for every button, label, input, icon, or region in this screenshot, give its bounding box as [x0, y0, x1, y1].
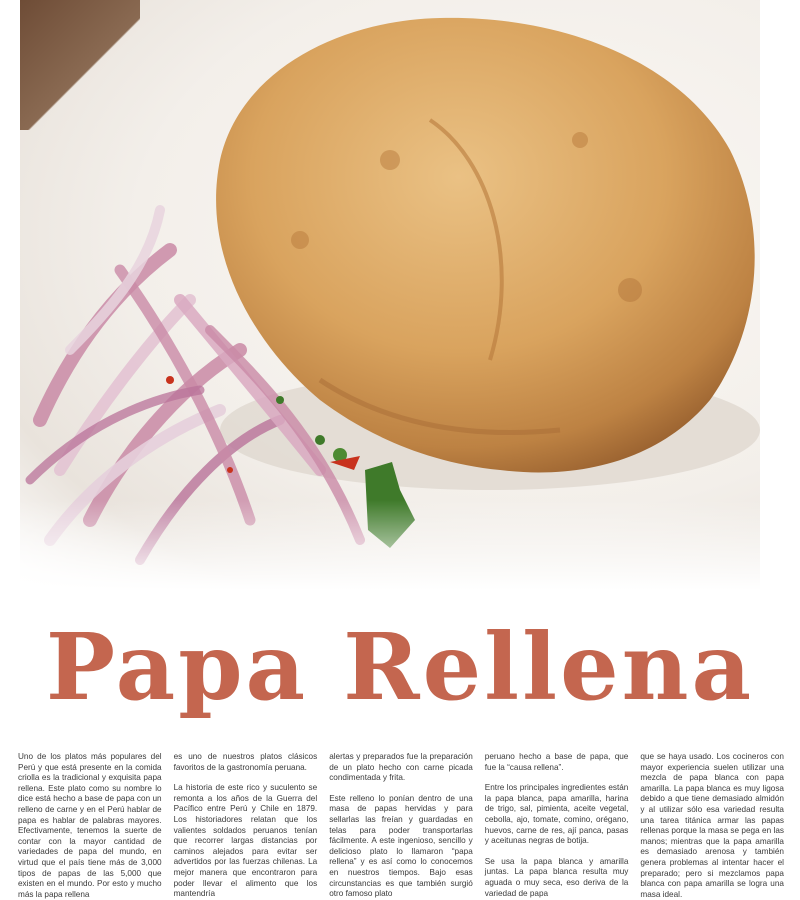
paragraph: es uno de nuestros platos clásicos favoritos de la gastronomía peruana. — [173, 752, 318, 772]
crust-spot — [618, 278, 642, 302]
paragraph: Uno de los platos más populares del Perú y que está presente en la comida criolla es la tradicional y exquisita papa rellena. Este plato como su nombre lo dice está hecho a base de papa con un relleno de carne y en el Perú hablar de papa es hablar de palabras mayores. Efectivamente, tenemos la suerte de contar con la mayor cantidad de variedades de papa del mundo, en virtud que el país tiene más de 3,000 tipos de papas de las 5,000 que existen en el mundo. Por esto y mucho más la papa rellena — [18, 752, 162, 899]
article-body — [18, 752, 784, 899]
text-column-4 — [484, 752, 629, 898]
paragraph: Este relleno lo ponían dentro de una masa de papas hervidas y para sellarlas las freían y guardadas en telas para poder transportarlas fácilmente. A este ingenioso, sencillo y delicioso plato lo llamaron “papa rellena” y es así como lo conocemos en nuestros tiempos. Bajo esas circunstancias es que también surgió otro famoso plato — [329, 793, 473, 899]
photo-fade — [20, 500, 760, 590]
paragraph: peruano hecho a base de papa, que fue la “causa rellena”. — [484, 752, 629, 772]
paragraph: La historia de este rico y suculento se remonta a los años de la Guerra del Pacífico entre Perú y Chile en 1879. Los historiadores relatan que los valientes soldados peruanos tenían que recorrer largas distancias por caminos alejados para evitar ser advertidos por las fuerzas chilenas. La mejor manera que encontraron para poder llevar el alimento que los mantendría — [173, 783, 318, 899]
paragraph: que se haya usado. Los cocineros con mayor experiencia suelen utilizar una mezcla de papa blanca con papa amarilla. La papa blanca es muy ligosa debido a que tiene demasiado almidón y al utilizar sólo esa variedad resulta una tarea titánica armar las papas rellenas porque la masa se pega en las manos; mientras que la papa amarilla es demasiado arenosa y también genera problemas al intentar hacer el preparado; pero si mezclamos papa blanca con papa amarilla se logra una masa ideal. — [640, 752, 784, 899]
crust-spot — [291, 231, 309, 249]
dish-photo — [20, 0, 760, 590]
crust-spot — [572, 132, 588, 148]
crust-spot — [380, 150, 400, 170]
paragraph: Entre los principales ingredientes están la papa blanca, papa amarilla, harina de trigo, sal, pimienta, aceite vegetal, cebolla, ajo, tomate, comino, orégano, huevos, carne de res, ají panca, pasas y aceitunas negras de botija. — [484, 783, 629, 846]
text-column-3 — [329, 752, 473, 899]
paragraph: Se usa la papa blanca y amarilla juntas. La papa blanca resulta muy aguada o muy seca, eso deriva de la variedad de papa — [484, 856, 629, 898]
article-title: Papa Rellena — [45, 613, 755, 721]
paragraph: alertas y preparados fue la preparación de un plato hecho con carne picada condimentada y frita. — [329, 752, 473, 783]
text-column-5 — [640, 752, 784, 899]
text-column-1 — [18, 752, 162, 899]
text-column-2 — [173, 752, 318, 899]
